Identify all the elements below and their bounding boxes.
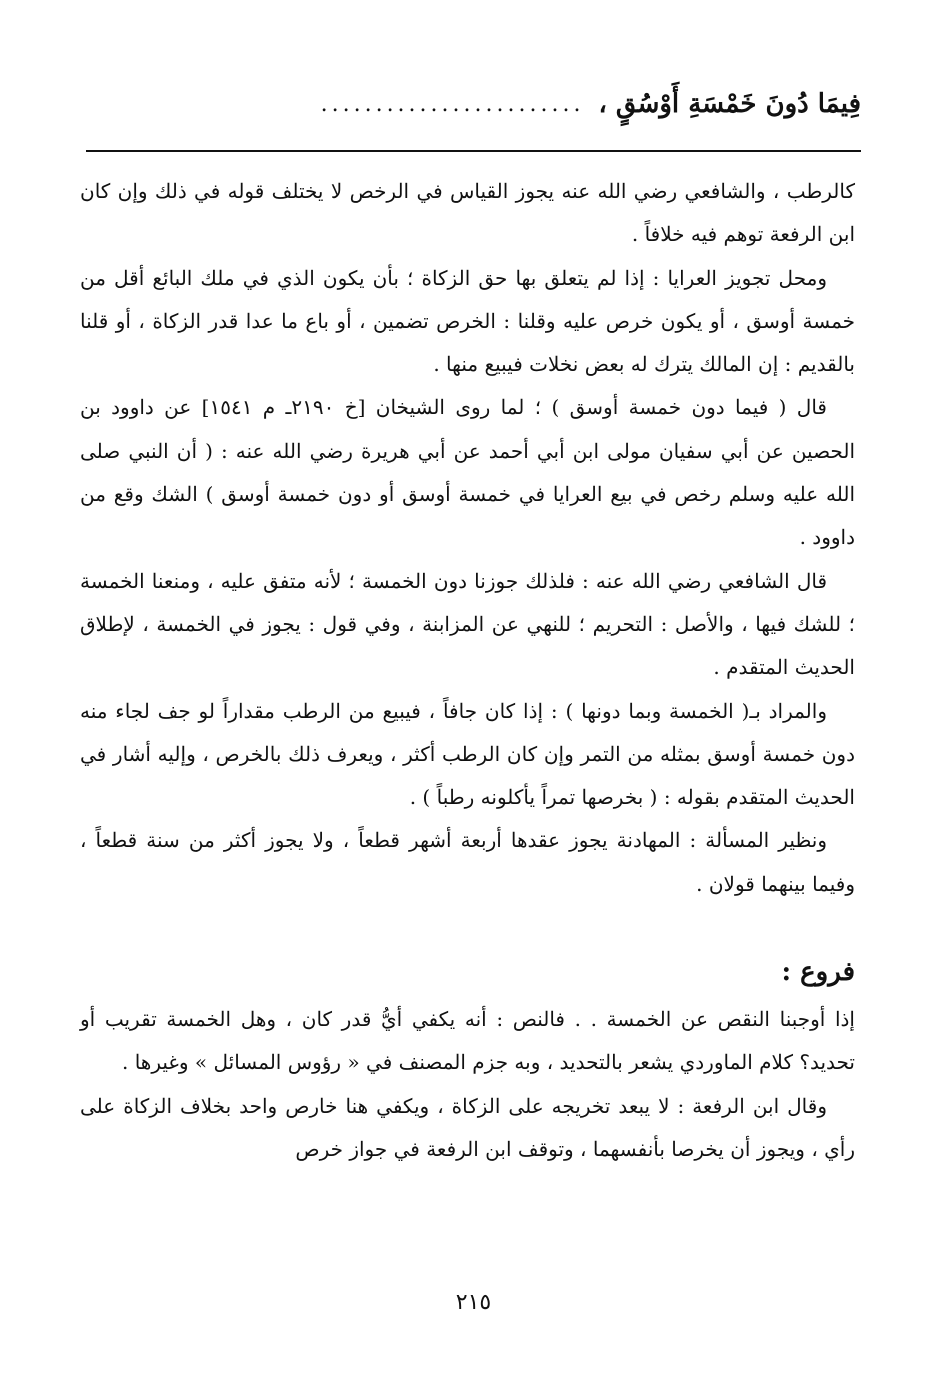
paragraph: ومحل تجويز العرايا : إذا لم يتعلق بها حق الزكاة ؛ بأن يكون الذي في ملك البائع أقل من خمسة أوسق ، أو يكون خرص عليه وقلنا : الخرص تضمين ، أو باع ما عدا قدر الزكاة ، أو قلنا بالقديم : إن المالك يترك له بعض نخلات فيبيع منها . bbox=[80, 265, 855, 377]
paragraph: كالرطب ، والشافعي رضي الله عنه يجوز القياس في الرخص لا يختلف قوله في ذلك وإن كان ابن الرفعة توهم فيه خلافاً . bbox=[80, 179, 855, 247]
paragraph: قال الشافعي رضي الله عنه : فلذلك جوزنا دون الخمسة ؛ لأنه متفق عليه ، ومنعنا الخمسة ؛ للشك فيها ، والأصل : التحريم ؛ للنهي عن المزابنة ، وفي قول : يجوز في الخمسة ، لإطلاق الحديث المتقدم . bbox=[80, 568, 855, 680]
running-header-title: فِيمَا دُونَ خَمْسَةِ أَوْسُقٍ ، bbox=[598, 89, 861, 119]
section-paragraph: إذا أوجبنا النقص عن الخمسة . . فالنص : أنه يكفي أيُّ قدر كان ، وهل الخمسة تقريب أو تحديد؟ كلام الماوردي يشعر بالتحديد ، وبه جزم المصنف في « رؤوس المسائل » وغيرها . bbox=[80, 1007, 855, 1075]
paragraph: قال ( فيما دون خمسة أوسق ) ؛ لما روى الشيخان [خ ٢١٩٠ـ م ١٥٤١] عن داوود بن الحصين عن أبي سفيان مولى ابن أبي أحمد عن أبي هريرة رضي الله عنه : ( أن النبي صلى الله عليه وسلم رخص في بيع العرايا في خمسة أوسق أو دون خمسة أوسق ) الشك وقع من داوود . bbox=[80, 395, 855, 550]
page-body bbox=[80, 170, 855, 1171]
paragraph: والمراد بـ( الخمسة وبما دونها ) : إذا كان جافاً ، فيبيع من الرطب مقداراً لو جف لجاء منه دون خمسة أوسق بمثله من التمر وإن كان الرطب أكثر ، ويعرف ذلك بالخرص ، وإليه أشار في الحديث المتقدم بقوله : ( بخرصها تمراً يأكلونه رطباً ) . bbox=[80, 698, 855, 810]
page-number: ٢١٥ bbox=[455, 1290, 492, 1315]
running-header bbox=[86, 82, 861, 126]
section-paragraph: وقال ابن الرفعة : لا يبعد تخريجه على الزكاة ، ويكفي هنا خارص واحد بخلاف الزكاة على رأي ، ويجوز أن يخرصا بأنفسهما ، وتوقف ابن الرفعة في جواز خرص bbox=[80, 1093, 855, 1161]
paragraph: ونظير المسألة : المهادنة يجوز عقدها أربعة أشهر قطعاً ، ولا يجوز أكثر من سنة قطعاً ، وفيما بينهما قولان . bbox=[80, 828, 855, 896]
section-heading: فروع : bbox=[781, 957, 855, 988]
running-header-dots: ........................ bbox=[320, 91, 585, 117]
header-divider bbox=[86, 150, 861, 152]
